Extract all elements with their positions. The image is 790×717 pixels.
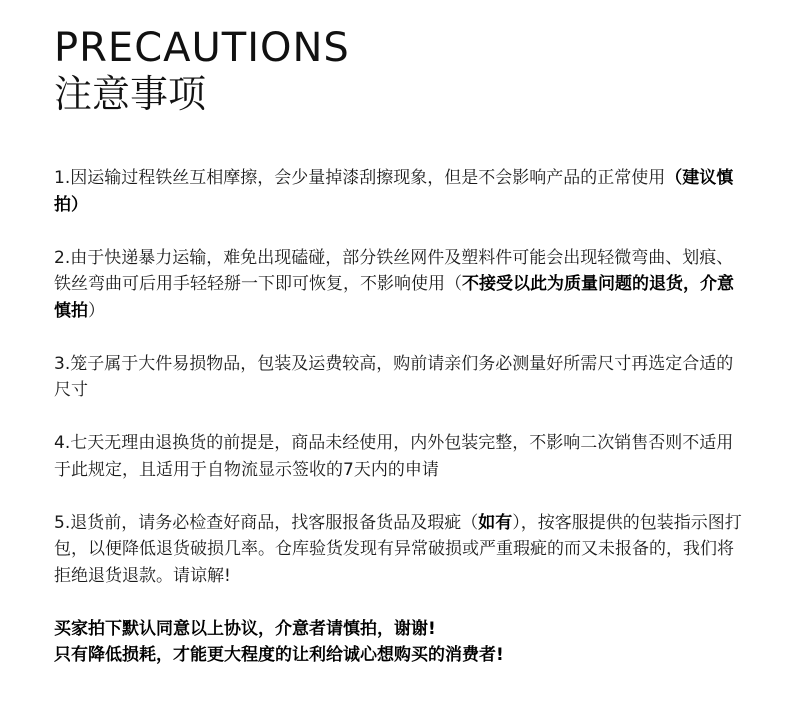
- item-tail: ），按客服提供的包装指示图打包，以便降低退货破损几率。仓库验货发现有异常破损或严重瑕疵的而又未报备的，我们将拒绝退货退款。请谅解!: [54, 512, 742, 586]
- title-english: PRECAUTIONS: [54, 25, 350, 71]
- precaution-item-1: [54, 165, 744, 218]
- item-tail: ）: [88, 300, 105, 321]
- item-text: 1.因运输过程铁丝互相摩擦，会少量掉漆刮擦现象，但是不会影响产品的正常使用: [54, 168, 666, 188]
- title-chinese: 注意事项: [54, 72, 207, 116]
- closing-line-1: 买家拍下默认同意以上协议，介意者请慎拍，谢谢!: [54, 618, 436, 639]
- item-text: 3.笼子属于大件易损物品，包装及运费较高，购前请亲们务必测量好所需尺寸再选定合适的尺寸: [54, 353, 734, 400]
- item-bold-note: 如有: [478, 512, 513, 533]
- closing-line-2: 只有降低损耗，才能更大程度的让利给诚心想购买的消费者!: [54, 645, 504, 665]
- item-bold-note: （建议慎拍）: [54, 168, 734, 215]
- item-text: 2.由于快递暴力运输，难免出现磕碰，部分铁丝网件及塑料件可能会出现轻微弯曲、划痕、铁丝弯曲可后用手轻轻掰一下即可恢复，不影响使用（: [54, 247, 734, 294]
- item-text: 4.七天无理由退换货的前提是，商品未经使用，内外包装完整，不影响二次销售否则不适用于此规定，且适用于自物流显示签收的7天内的申请: [54, 433, 734, 480]
- precautions-list: [54, 165, 744, 669]
- item-text: 5.退货前，请务必检查好商品，找客服报备货品及瑕疵（: [54, 512, 479, 533]
- closing-statement: [54, 616, 744, 669]
- item-bold-note: 不接受以此为质量问题的退货，介意慎拍: [54, 274, 734, 321]
- precaution-item-3: [54, 351, 744, 404]
- precaution-item-4: [54, 430, 744, 483]
- precaution-item-2: [54, 245, 744, 325]
- precaution-item-5: [54, 510, 744, 590]
